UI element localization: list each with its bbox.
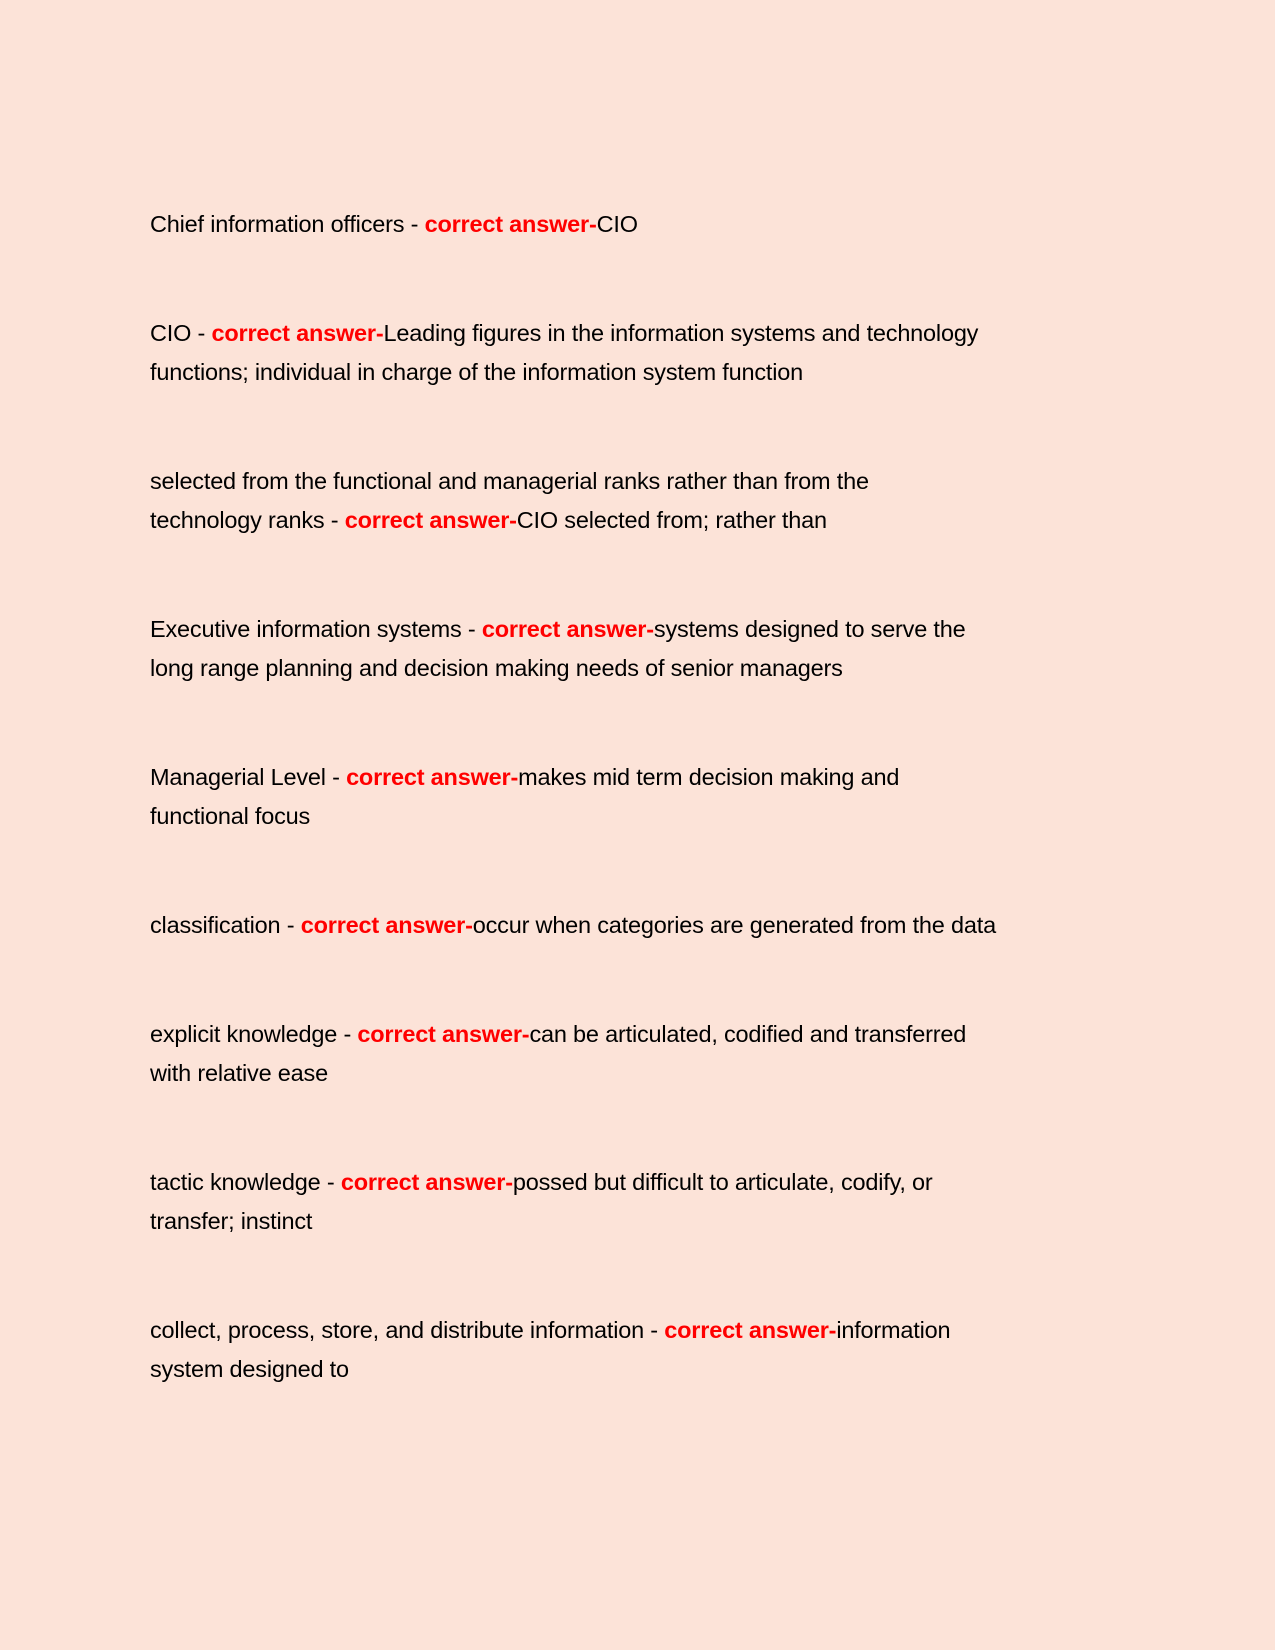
entry-text: tactic knowledge -	[150, 1169, 341, 1195]
answer-label: correct answer-	[424, 211, 597, 237]
qa-entry	[150, 314, 1170, 392]
entry-text: CIO selected from; rather than	[516, 507, 827, 533]
entry-text: makes mid term decision making and	[518, 764, 900, 790]
entry-text: collect, process, store, and distribute information -	[150, 1317, 665, 1343]
entry-line	[150, 610, 1170, 649]
entry-text: transfer; instinct	[150, 1208, 313, 1234]
entry-text: CIO -	[150, 320, 212, 346]
entry-line	[150, 1350, 1170, 1389]
entry-text: system designed to	[150, 1356, 349, 1382]
entry-text: occur when categories are generated from the data	[472, 912, 996, 938]
flashcard-document	[150, 205, 1170, 1459]
entry-text: Managerial Level -	[150, 764, 347, 790]
qa-entry	[150, 610, 1170, 688]
answer-label: correct answer-	[664, 1317, 837, 1343]
entry-text: Leading figures in the information systems and technology	[383, 320, 979, 346]
entry-line	[150, 758, 1170, 797]
entry-text: explicit knowledge -	[150, 1021, 358, 1047]
entry-line	[150, 1015, 1170, 1054]
qa-entry	[150, 205, 1170, 244]
entry-text: functional focus	[150, 803, 311, 829]
answer-label: correct answer-	[211, 320, 384, 346]
entry-text: functions; individual in charge of the information system function	[150, 359, 803, 385]
entry-text: possed but difficult to articulate, codify, or	[512, 1169, 933, 1195]
entry-line	[150, 205, 1170, 244]
entry-line	[150, 797, 1170, 836]
qa-entry	[150, 758, 1170, 836]
entry-text: technology ranks -	[150, 507, 345, 533]
qa-entry	[150, 1015, 1170, 1093]
entry-text: classification -	[150, 912, 301, 938]
entry-text: long range planning and decision making needs of senior managers	[150, 655, 843, 681]
entry-text: Executive information systems -	[150, 616, 482, 642]
entry-text: Chief information officers -	[150, 211, 425, 237]
answer-label: correct answer-	[340, 1169, 513, 1195]
entry-line	[150, 314, 1170, 353]
entry-line	[150, 501, 1170, 540]
qa-entry	[150, 1311, 1170, 1389]
entry-line	[150, 1163, 1170, 1202]
answer-label: correct answer-	[344, 507, 517, 533]
entry-text: CIO	[596, 211, 638, 237]
entry-line	[150, 649, 1170, 688]
entry-text: information	[836, 1317, 951, 1343]
entry-text: with relative ease	[150, 1060, 328, 1086]
entry-text: can be articulated, codified and transferred	[529, 1021, 967, 1047]
entry-line	[150, 1054, 1170, 1093]
answer-label: correct answer-	[357, 1021, 530, 1047]
entry-line	[150, 906, 1170, 945]
entry-line	[150, 353, 1170, 392]
qa-entry	[150, 462, 1170, 540]
entry-line	[150, 462, 1170, 501]
qa-entry	[150, 1163, 1170, 1241]
answer-label: correct answer-	[300, 912, 473, 938]
entry-text: systems designed to serve the	[653, 616, 966, 642]
entry-text: selected from the functional and managerial ranks rather than from the	[150, 468, 869, 494]
entry-line	[150, 1311, 1170, 1350]
answer-label: correct answer-	[481, 616, 654, 642]
entry-line	[150, 1202, 1170, 1241]
answer-label: correct answer-	[346, 764, 519, 790]
qa-entry	[150, 906, 1170, 945]
